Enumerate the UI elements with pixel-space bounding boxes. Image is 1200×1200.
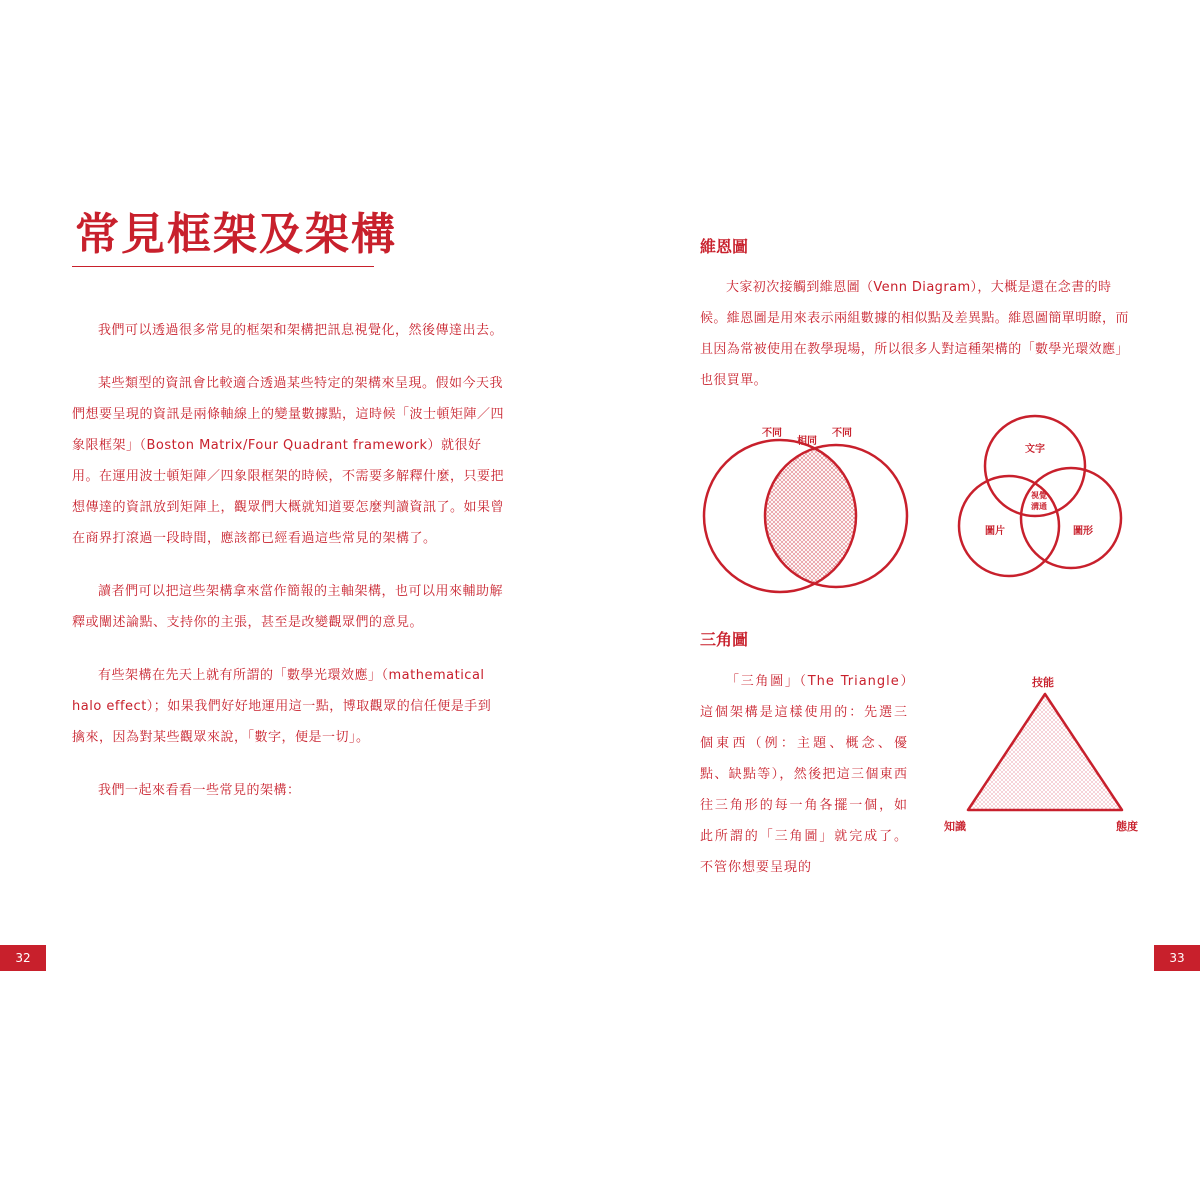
venn-label-middle: 相同 xyxy=(797,436,817,447)
paragraph: 我們可以透過很多常見的框架和架構把訊息視覺化，然後傳達出去。 xyxy=(98,323,504,338)
venn-paragraph: 大家初次接觸到維恩圖（Venn Diagram），大概是還在念書的時候。維恩圖是用來表示兩組數據的相似點及差異點。維恩圖簡單明瞭，而且因為常被使用在教學現場，所以很多人對這種架構的「數學光環效應」也很買單。 xyxy=(700,280,1129,388)
venn-section-heading: 維恩圖 xyxy=(700,237,749,256)
venn-section-text xyxy=(700,272,1130,396)
paragraph: 有些架構在先天上就有所謂的「數學光環效應」（mathematical halo effect）；如果我們好好地運用這一點，博取觀眾的信任便是手到擒來，因為對某些觀眾來說，「數字，便是一切」。 xyxy=(72,668,492,745)
paragraph: 某些類型的資訊會比較適合透過某些特定的架構來呈現。假如今天我們想要呈現的資訊是兩條軸線上的變量數據點，這時候「波士頓矩陣／四象限框架」（Boston Matrix/Four Quadrant framework）就很好用。在運用波士頓矩陣／四象限框架的時候，不需要多解釋什麼，只要把想傳達的資訊放到矩陣上，觀眾們大概就知道要怎麼判讀資訊了。如果曾在商界打滾過一段時間，應該都已經看過這些常見的架構了。 xyxy=(72,376,505,546)
triangle-diagram xyxy=(940,670,1140,840)
left-body-text xyxy=(72,315,504,828)
venn-label-left: 不同 xyxy=(762,428,782,439)
venn-label-right: 不同 xyxy=(832,428,852,439)
paragraph: 我們一起來看看一些常見的架構： xyxy=(98,783,301,798)
page-number-right: 33 xyxy=(1154,945,1200,971)
title-underline xyxy=(72,266,374,267)
triangle-section-text xyxy=(700,666,908,883)
page-number-left: 32 xyxy=(0,945,46,971)
three-circle-venn-diagram xyxy=(955,412,1145,582)
venn-label-right: 圖形 xyxy=(1073,526,1093,537)
venn-label-left: 圖片 xyxy=(985,526,1005,537)
venn-right-circle xyxy=(1021,468,1121,568)
venn-top-circle xyxy=(985,416,1085,516)
triangle-label-bottom-right: 態度 xyxy=(1116,820,1138,833)
triangle-shape xyxy=(968,694,1122,810)
venn-label-center-1: 視覺 xyxy=(1031,491,1047,500)
triangle-label-top: 技能 xyxy=(1032,676,1054,689)
venn-label-top: 文字 xyxy=(1025,444,1045,455)
right-page xyxy=(600,0,1200,1200)
two-circle-venn-diagram xyxy=(700,420,920,585)
venn-label-center-2: 溝通 xyxy=(1031,502,1047,511)
page-title: 常見框架及架構 xyxy=(75,209,397,260)
paragraph: 讀者們可以把這些架構拿來當作簡報的主軸架構，也可以用來輔助解釋或闡述論點、支持你的主張，甚至是改變觀眾們的意見。 xyxy=(72,584,504,630)
triangle-section-heading: 三角圖 xyxy=(700,630,749,649)
triangle-label-bottom-left: 知識 xyxy=(944,820,966,833)
triangle-paragraph: 「三角圖」（The Triangle）這個架構是這樣使用的：先選三個東西（例：主題、概念、優點、缺點等），然後把這三個東西往三角形的每一角各擺一個，如此所謂的「三角圖」就完成了。不管你想要呈現的 xyxy=(700,674,908,875)
